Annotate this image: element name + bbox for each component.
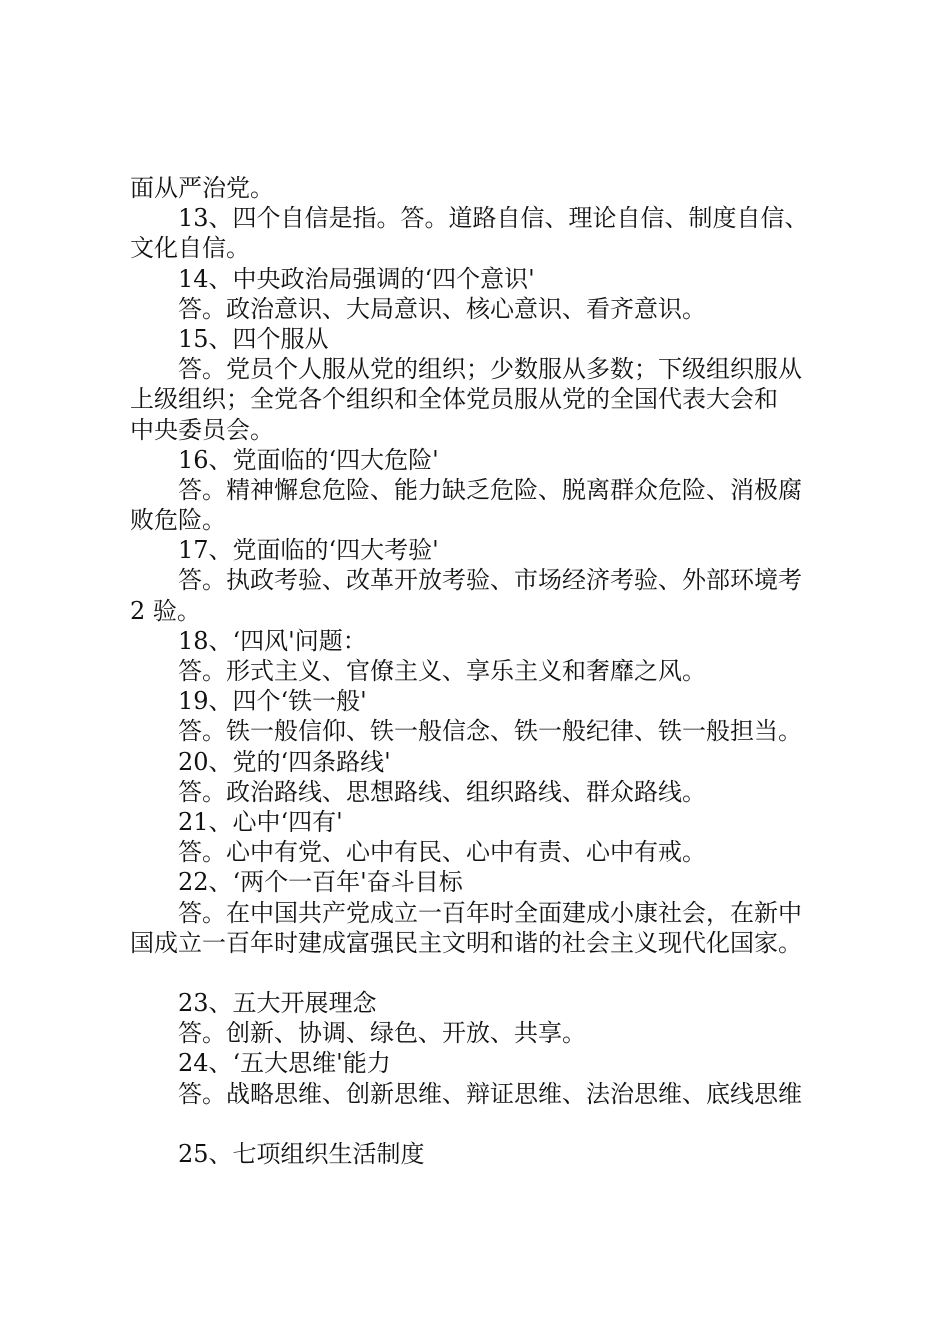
question-16: 16、党面临的‘四大危险' xyxy=(178,445,439,474)
answer-17-continuation: 2 验。 xyxy=(130,596,201,625)
answer-23: 答。创新、协调、绿色、开放、共享。 xyxy=(178,1019,586,1048)
answer-21: 答。心中有党、心中有民、心中有责、心中有戒。 xyxy=(178,838,706,867)
answer-17: 答。执政考验、改革开放考验、市场经济考验、外部环境考 xyxy=(178,566,802,595)
answer-15: 答。党员个人服从党的组织；少数服从多数；下级组织服从 xyxy=(178,355,802,384)
question-19: 19、四个‘铁一般' xyxy=(178,687,367,716)
answer-22: 答。在中国共产党成立一百年时全面建成小康社会，在新中 xyxy=(178,898,802,927)
answer-19: 答。铁一般信仰、铁一般信念、铁一般纪律、铁一般担当。 xyxy=(178,717,802,746)
blank-line xyxy=(130,958,850,988)
question-24: 24、‘五大思维'能力 xyxy=(178,1049,391,1078)
answer-16-continuation: 败危险。 xyxy=(130,506,226,535)
answer-22-continuation: 国成立一百年时建成富强民主文明和谐的社会主义现代化国家。 xyxy=(130,928,802,957)
text-line: 面从严治党。 xyxy=(130,174,274,202)
question-21: 21、心中‘四有' xyxy=(178,807,343,836)
answer-15-continuation: 上级组织；全党各个组织和全体党员服从党的全国代表大会和 xyxy=(130,385,778,414)
question-14: 14、中央政治局强调的‘四个意识' xyxy=(178,264,535,293)
answer-15-continuation: 中央委员会。 xyxy=(130,415,274,444)
question-20: 20、党的‘四条路线' xyxy=(178,747,391,776)
question-13: 13、四个自信是指。答。道路自信、理论自信、制度自信、 xyxy=(178,204,809,233)
answer-24: 答。战略思维、创新思维、辩证思维、法治思维、底线思维 xyxy=(178,1079,802,1108)
question-17: 17、党面临的‘四大考验' xyxy=(178,536,439,565)
answer-18: 答。形式主义、官僚主义、享乐主义和奢靡之风。 xyxy=(178,657,706,685)
answer-20: 答。政治路线、思想路线、组织路线、群众路线。 xyxy=(178,777,706,806)
question-18: 18、‘四风'问题： xyxy=(178,626,367,655)
question-22: 22、‘两个一百年'奋斗目标 xyxy=(178,868,463,897)
question-25: 25、七项组织生活制度 xyxy=(178,1140,425,1168)
question-15: 15、四个服从 xyxy=(178,324,329,353)
answer-13-continuation: 文化自信。 xyxy=(130,234,250,263)
answer-16: 答。精神懈怠危险、能力缺乏危险、脱离群众危险、消极腐 xyxy=(178,475,802,504)
document-body xyxy=(130,173,850,1169)
question-23: 23、五大开展理念 xyxy=(178,989,377,1018)
answer-14: 答。政治意识、大局意识、核心意识、看齐意识。 xyxy=(178,294,706,323)
blank-line xyxy=(130,1109,850,1139)
